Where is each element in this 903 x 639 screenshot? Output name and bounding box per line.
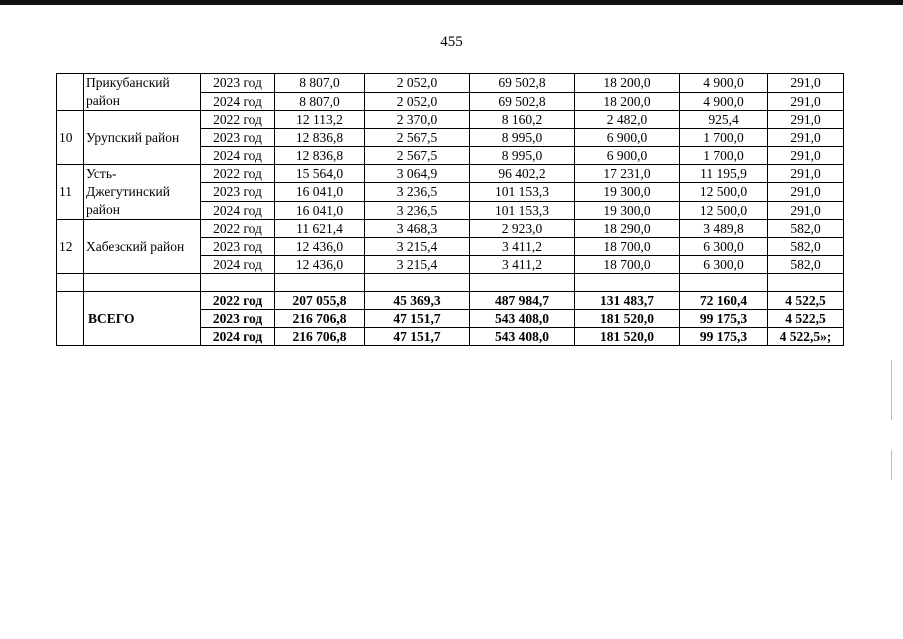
- value-cell: 16 041,0: [275, 183, 365, 201]
- value-cell: 69 502,8: [470, 92, 575, 111]
- value-cell: 291,0: [768, 183, 844, 201]
- value-cell: 1 700,0: [680, 129, 768, 147]
- value-cell: 96 402,2: [470, 165, 575, 183]
- value-cell: 6 900,0: [575, 147, 680, 165]
- value-cell: 12 836,8: [275, 147, 365, 165]
- total-value-cell: 487 984,7: [470, 292, 575, 310]
- row-number-cell: 12: [57, 220, 84, 274]
- total-value-cell: 131 483,7: [575, 292, 680, 310]
- scan-margin-mark: [891, 450, 892, 480]
- value-cell: 8 807,0: [275, 74, 365, 93]
- value-cell: 101 153,3: [470, 183, 575, 201]
- value-cell: 15 564,0: [275, 165, 365, 183]
- empty-cell: [84, 274, 201, 292]
- value-cell: 18 290,0: [575, 220, 680, 238]
- value-cell: 291,0: [768, 74, 844, 93]
- value-cell: 16 041,0: [275, 201, 365, 219]
- value-cell: 17 231,0: [575, 165, 680, 183]
- value-cell: 12 500,0: [680, 183, 768, 201]
- year-cell: 2024 год: [201, 201, 275, 219]
- value-cell: 6 300,0: [680, 256, 768, 274]
- total-value-cell: 99 175,3: [680, 310, 768, 328]
- total-value-cell: 99 175,3: [680, 328, 768, 346]
- table-row: [57, 111, 844, 129]
- value-cell: 582,0: [768, 220, 844, 238]
- total-value-cell: 216 706,8: [275, 328, 365, 346]
- value-cell: 1 700,0: [680, 147, 768, 165]
- value-cell: 3 468,3: [365, 220, 470, 238]
- table-row: [57, 165, 844, 183]
- total-value-cell: 4 522,5»;: [768, 328, 844, 346]
- value-cell: 291,0: [768, 201, 844, 219]
- value-cell: 291,0: [768, 165, 844, 183]
- total-value-cell: 47 151,7: [365, 310, 470, 328]
- empty-cell: [201, 274, 275, 292]
- scan-margin-mark: [891, 360, 892, 420]
- value-cell: 4 900,0: [680, 92, 768, 111]
- value-cell: 3 236,5: [365, 201, 470, 219]
- year-cell: 2023 год: [201, 129, 275, 147]
- value-cell: 8 807,0: [275, 92, 365, 111]
- row-number-cell: 11: [57, 165, 84, 220]
- total-value-cell: 207 055,8: [275, 292, 365, 310]
- value-cell: 291,0: [768, 111, 844, 129]
- year-cell: 2024 год: [201, 92, 275, 111]
- value-cell: 12 836,8: [275, 129, 365, 147]
- total-value-cell: 47 151,7: [365, 328, 470, 346]
- value-cell: 2 052,0: [365, 74, 470, 93]
- value-cell: 925,4: [680, 111, 768, 129]
- value-cell: 8 995,0: [470, 147, 575, 165]
- value-cell: 18 200,0: [575, 92, 680, 111]
- value-cell: 3 215,4: [365, 238, 470, 256]
- table-row: [57, 220, 844, 238]
- year-cell: 2024 год: [201, 256, 275, 274]
- value-cell: 3 489,8: [680, 220, 768, 238]
- table-row: [57, 74, 844, 93]
- year-cell: 2022 год: [201, 220, 275, 238]
- total-row: [57, 292, 844, 310]
- district-name-cell: Усть-Джегутинский район: [84, 165, 201, 220]
- value-cell: 101 153,3: [470, 201, 575, 219]
- value-cell: 19 300,0: [575, 183, 680, 201]
- value-cell: 3 215,4: [365, 256, 470, 274]
- value-cell: 18 200,0: [575, 74, 680, 93]
- spacer-row: [57, 274, 844, 292]
- value-cell: 8 995,0: [470, 129, 575, 147]
- total-value-cell: 4 522,5: [768, 292, 844, 310]
- year-cell: 2023 год: [201, 238, 275, 256]
- total-year-cell: 2024 год: [201, 328, 275, 346]
- empty-cell: [470, 274, 575, 292]
- district-name-cell: Урупский район: [84, 111, 201, 165]
- value-cell: 11 621,4: [275, 220, 365, 238]
- year-cell: 2024 год: [201, 147, 275, 165]
- table-body: [57, 74, 844, 346]
- page-number: 455: [440, 34, 463, 50]
- value-cell: 6 900,0: [575, 129, 680, 147]
- total-label-cell: ВСЕГО: [84, 292, 201, 346]
- value-cell: 3 411,2: [470, 238, 575, 256]
- row-number-cell: [57, 74, 84, 111]
- value-cell: 291,0: [768, 92, 844, 111]
- top-border-rule: [0, 0, 903, 5]
- total-index-cell: [57, 292, 84, 346]
- value-cell: 3 236,5: [365, 183, 470, 201]
- empty-cell: [275, 274, 365, 292]
- year-cell: 2022 год: [201, 165, 275, 183]
- budget-table: [56, 73, 844, 346]
- value-cell: 582,0: [768, 256, 844, 274]
- total-value-cell: 181 520,0: [575, 328, 680, 346]
- value-cell: 291,0: [768, 147, 844, 165]
- district-name-cell: Хабезский район: [84, 220, 201, 274]
- empty-cell: [575, 274, 680, 292]
- value-cell: 291,0: [768, 129, 844, 147]
- year-cell: 2023 год: [201, 183, 275, 201]
- value-cell: 19 300,0: [575, 201, 680, 219]
- value-cell: 69 502,8: [470, 74, 575, 93]
- total-value-cell: 4 522,5: [768, 310, 844, 328]
- total-year-cell: 2022 год: [201, 292, 275, 310]
- value-cell: 18 700,0: [575, 238, 680, 256]
- value-cell: 12 500,0: [680, 201, 768, 219]
- value-cell: 2 923,0: [470, 220, 575, 238]
- value-cell: 12 113,2: [275, 111, 365, 129]
- total-value-cell: 45 369,3: [365, 292, 470, 310]
- value-cell: 8 160,2: [470, 111, 575, 129]
- value-cell: 3 064,9: [365, 165, 470, 183]
- empty-cell: [57, 274, 84, 292]
- empty-cell: [680, 274, 768, 292]
- value-cell: 12 436,0: [275, 238, 365, 256]
- year-cell: 2022 год: [201, 111, 275, 129]
- district-name-cell: Прикубанский район: [84, 74, 201, 111]
- year-cell: 2023 год: [201, 74, 275, 93]
- value-cell: 2 482,0: [575, 111, 680, 129]
- value-cell: 582,0: [768, 238, 844, 256]
- value-cell: 11 195,9: [680, 165, 768, 183]
- empty-cell: [365, 274, 470, 292]
- row-number-cell: 10: [57, 111, 84, 165]
- total-value-cell: 543 408,0: [470, 328, 575, 346]
- value-cell: 12 436,0: [275, 256, 365, 274]
- value-cell: 2 052,0: [365, 92, 470, 111]
- total-value-cell: 216 706,8: [275, 310, 365, 328]
- total-year-cell: 2023 год: [201, 310, 275, 328]
- value-cell: 4 900,0: [680, 74, 768, 93]
- value-cell: 3 411,2: [470, 256, 575, 274]
- empty-cell: [768, 274, 844, 292]
- value-cell: 2 370,0: [365, 111, 470, 129]
- value-cell: 2 567,5: [365, 129, 470, 147]
- value-cell: 18 700,0: [575, 256, 680, 274]
- value-cell: 6 300,0: [680, 238, 768, 256]
- total-value-cell: 72 160,4: [680, 292, 768, 310]
- value-cell: 2 567,5: [365, 147, 470, 165]
- total-value-cell: 543 408,0: [470, 310, 575, 328]
- total-value-cell: 181 520,0: [575, 310, 680, 328]
